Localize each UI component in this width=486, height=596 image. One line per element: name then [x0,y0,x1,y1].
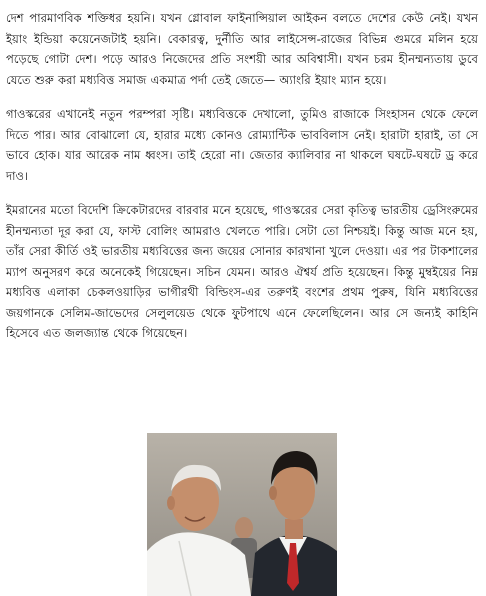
right-man-neck [285,519,303,539]
left-man-ear [167,496,175,510]
background-person-head [235,517,253,539]
paragraph-2: গাওস্করের এখানেই নতুন পরম্পরা সৃষ্টি। মধ্যবিত্তকে দেখালো, তুমিও রাজাকে সিংহাসন থেকে ফেলে দিতে পার। আর বোঝালো যে, হারার মধ্যে কোনও রোম্যান্টিক ভাববিলাস নেই। হারাটা হারাই, তা সে ভাবে হোক। যার আরেক নাম ধ্বংস। তাই হেরো না। জেতার ক্যালিবার না থাকলে ঘষটে-ঘষটে ড্র করে দাও। [6,107,478,183]
paragraph-3: ইমরানের মতো বিদেশি ক্রিকেটারদের বারবার মনে হয়েছে, গাওস্করের সেরা কৃতিত্ব ভারতীয় ড্রেসিংরুমের হীনম্মন্যতা দূর করা যে, ফাস্ট বোলিং আমরাও খেলতে পারি। সেটা তো নিশ্চয়ই। কিন্তু আজ মনে হয়, তাঁর সেরা কীর্তি ওই ভারতীয় মধ্যবিত্তের জন্য জয়ের সোনার কারখানা খুলে দেওয়া। এর পর টাকশালের ম্যাপ অনুসরণ করে অনেকেই গিয়েছেন। সচিন যেমন। আরও ঐশ্বর্য প্রতি হয়েছেন। কিন্তু মুম্বইয়ের নিম্ন মধ্যবিত্ত এলাকা চেকলওয়াড়ির ভাগীরথী বিল্ডিংস-এর তরুণই বংশের প্রথম পুরুষ, যিনি মধ্যবিত্তের জয়গানকে সেলিম-জাভেদের সেলুলয়েড থেকে ফুটপাথে এনে ফেলেছিলেন। আর সে জন্যই কাহিনি হিসেবে এত জলজ্যান্ত থেকে গিয়েছেন। [6,203,478,340]
photo-illustration [147,433,337,596]
paragraph-1: দেশ পারমাণবিক শক্তিধর হয়নি। যখন গ্লোবাল ফাইনান্সিয়াল আইকন বলতে দেশের কেউ নেই। যখন ইয়াং ইন্ডিয়া কয়েনেজটাই হয়নি। বেকারত্ব, দুর্নীতি আর লাইসেন্স-রাজের বিভিন্ন গুমরে মলিন হয়ে পড়েছে গোটা দেশ। পড়ে আরও নিজেদের প্রতি সংশয়ী আর অবিশ্বাসী। যখন চরম হীনম্মন্যতায় ডুবে যেতে শুরু করা মধ্যবিত্ত সমাজ একমাত্র পর্দা তেই জেতে— অ্যাংরি ইয়াং ম্যান হয়ে। [6,11,478,87]
article-photo [147,433,337,596]
right-man-ear [269,486,277,500]
